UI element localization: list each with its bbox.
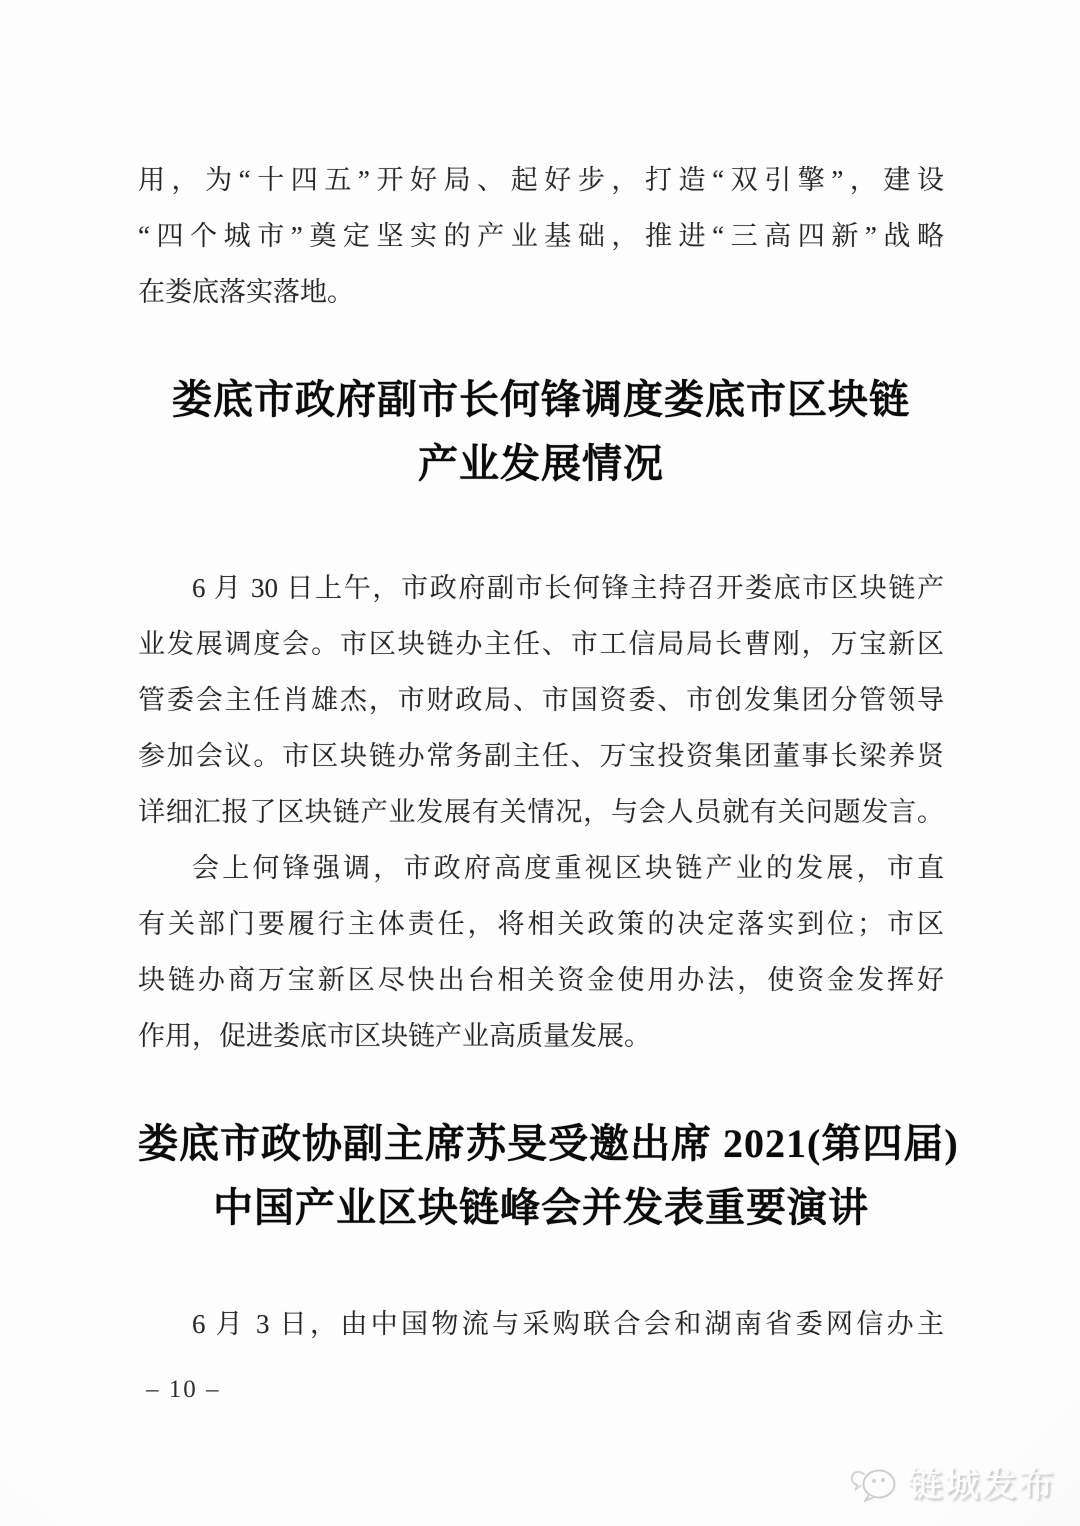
text-line: 详细汇报了区块链产业发展有关情况，与会人员就有关问题发言。 <box>138 797 944 827</box>
wechat-logo-icon <box>850 1460 900 1504</box>
text-line: 在娄底落实落地。 <box>138 277 354 307</box>
text-line: 6 月 3 日，由中国物流与采购联合会和湖南省委网信办主 <box>192 1309 944 1339</box>
publisher-watermark <box>850 1457 1056 1506</box>
paragraph-continuation <box>138 152 944 320</box>
article2-paragraph-1 <box>138 1296 944 1352</box>
text-line: 业发展调度会。市区块链办主任、市工信局局长曹刚，万宝新区 <box>138 629 944 659</box>
text-line: 参加会议。市区块链办常务副主任、万宝投资集团董事长梁养贤 <box>138 741 944 771</box>
article1-title-line1: 娄底市政府副市长何锋调度娄底市区块链 <box>172 377 910 422</box>
text-line: “四个城市”奠定坚实的产业基础，推进“三高四新”战略 <box>138 221 944 251</box>
watermark-label: 链城发布 <box>908 1466 1056 1504</box>
article1-title-line2: 产业发展情况 <box>418 441 664 486</box>
text-line: 6 月 30 日上午，市政府副市长何锋主持召开娄底市区块链产 <box>192 573 944 603</box>
text-line: 用，为“十四五”开好局、起好步，打造“双引擎”，建设 <box>138 165 944 195</box>
article1-paragraph-1 <box>138 560 944 840</box>
page-content <box>138 152 959 1352</box>
article1-title <box>138 368 944 496</box>
text-line: 块链办商万宝新区尽快出台相关资金使用办法，使资金发挥好 <box>138 965 944 995</box>
article2-title-line1: 娄底市政协副主席苏旻受邀出席 2021(第四届) <box>138 1121 959 1166</box>
text-line: 有关部门要履行主体责任，将相关政策的决定落实到位；市区 <box>138 909 944 939</box>
page-number: – 10 – <box>146 1376 221 1403</box>
article1-paragraph-2 <box>138 840 944 1064</box>
text-line: 管委会主任肖雄杰，市财政局、市国资委、市创发集团分管领导 <box>138 685 944 715</box>
article2-title <box>138 1112 959 1240</box>
text-line: 会上何锋强调，市政府高度重视区块链产业的发展，市直 <box>192 853 944 883</box>
text-line: 作用，促进娄底市区块链产业高质量发展。 <box>138 1021 651 1051</box>
article2-title-line2: 中国产业区块链峰会并发表重要演讲 <box>213 1185 869 1230</box>
